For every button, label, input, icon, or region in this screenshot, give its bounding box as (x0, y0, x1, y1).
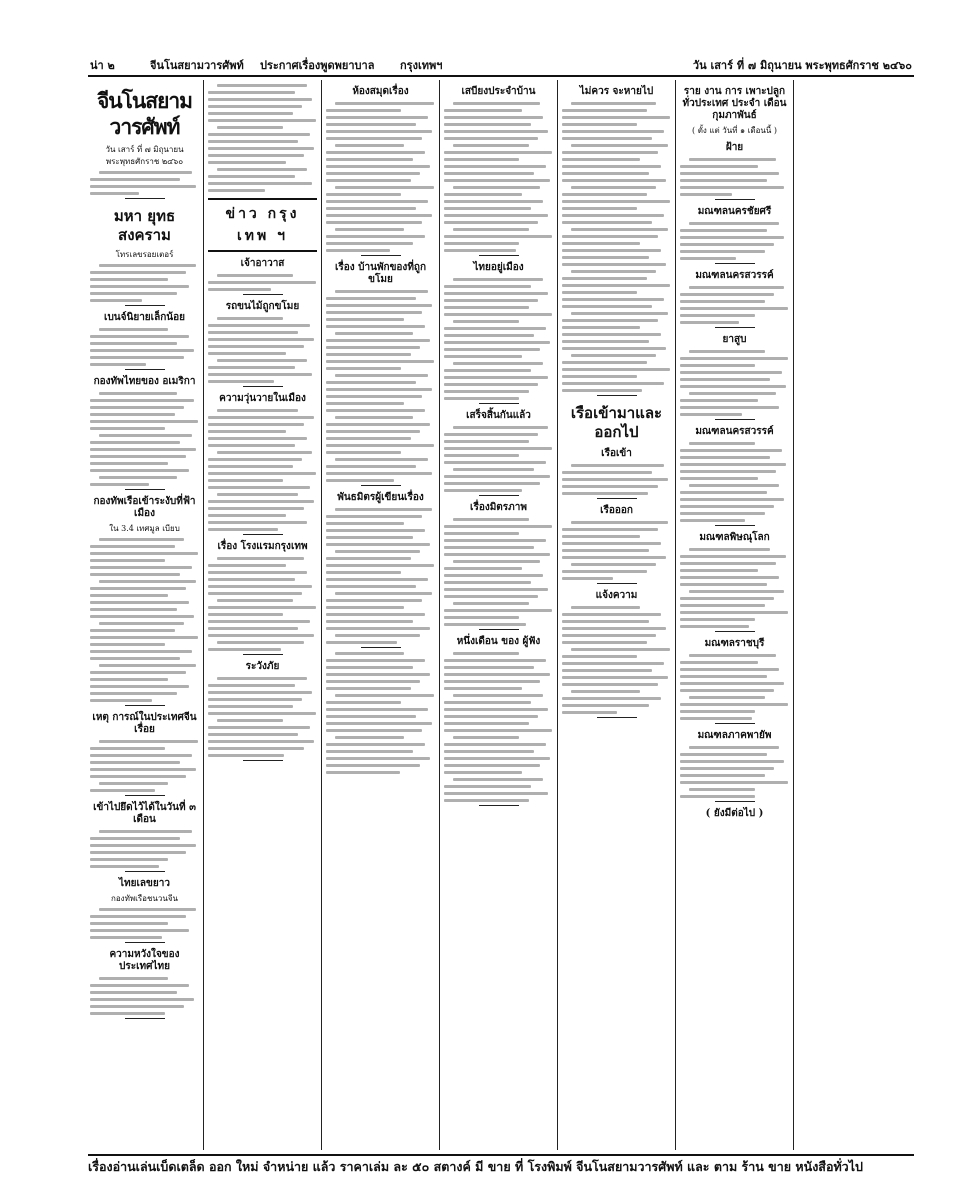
article-heading: มณฑลนครสวรรค์ (695, 270, 774, 281)
section-divider (243, 534, 283, 535)
article-body (208, 677, 317, 757)
paper-name: จีนโนสยามวารศัพท์ (150, 59, 244, 72)
article-body (680, 746, 789, 798)
article-heading: มณฑลนครชัยศรี (697, 206, 772, 217)
article-body (562, 464, 671, 495)
article-heading: ห้องสมุดเรื่อง (352, 86, 409, 97)
section-divider (125, 198, 165, 199)
article-body (680, 158, 789, 196)
article-body (208, 84, 317, 192)
article-heading: เจ้าอาวาส (240, 258, 285, 269)
article-body (90, 740, 199, 792)
article-heading: ยาสูบ (722, 334, 747, 345)
column-5 (558, 80, 676, 1150)
article-body (444, 278, 553, 400)
article-heading: ข่าว กรุง เทพ ฯ (208, 198, 317, 252)
article-body (208, 557, 317, 651)
issue-date: วัน เสาร์ ที่ ๗ มิถุนายน พระพุทธศักราช ๒๔๖๐ (692, 59, 912, 72)
article-heading: ไม่ควร จะหายไป (579, 86, 654, 97)
section-divider (479, 255, 519, 256)
section-divider (715, 327, 755, 328)
article-heading: เรื่องมิตรภาพ (470, 502, 527, 513)
article-heading: กองทัพเรือเข้าระงับที่ฟ้า เมือง (93, 496, 196, 519)
article-subheading: โทรเลขรอยเตอร์ (115, 250, 174, 259)
column-7 (794, 80, 912, 1150)
section-divider (125, 489, 165, 490)
section-divider (125, 369, 165, 370)
column-2 (204, 80, 322, 1150)
article-heading: เรือเข้า (601, 448, 632, 459)
section-divider (125, 705, 165, 706)
article-body (444, 518, 553, 626)
masthead-rule (88, 75, 914, 77)
section-divider (361, 647, 401, 648)
article-body (90, 977, 199, 1015)
article-body (326, 652, 435, 774)
article-heading: เสบียงประจำบ้าน (461, 86, 536, 97)
article-body (90, 392, 199, 486)
column-3 (322, 80, 440, 1150)
section-divider (597, 583, 637, 584)
article-subheading: ใน 3.4 เทศมูล เบียบ (109, 524, 180, 533)
place-name: กรุงเทพฯ (400, 59, 443, 72)
column-6 (676, 80, 794, 1150)
article-heading: ระวังภัย (245, 661, 280, 672)
article-body (444, 652, 553, 802)
article-body (680, 286, 789, 324)
article-heading: ความหวังใจของประเทศไทย (109, 949, 180, 972)
article-heading: เรื่อง โรงแรมกรุงเทพ (217, 541, 308, 552)
section-divider (597, 717, 637, 718)
article-body (326, 290, 435, 482)
article-heading: เรื่อง บ้านพักของที่ถูกขโมย (334, 262, 427, 285)
section-divider (125, 305, 165, 306)
article-body (680, 350, 789, 416)
article-heading: มณฑลนครสวรรค์ (695, 426, 774, 437)
article-heading: เหตุ การณ์ในประเทศจีน เรื่อย (92, 712, 197, 735)
article-heading: มณฑลภาคพายัพ (697, 730, 772, 741)
section-divider (125, 942, 165, 943)
article-body (90, 538, 199, 702)
section-divider (243, 760, 283, 761)
article-heading: หนึ่งเดือน ของ ผู้ฟัง (456, 636, 541, 647)
article-body (326, 102, 435, 252)
article-subheading: กองทัพเรือชนวนจีน (111, 894, 178, 903)
article-heading: จีนโนสยามวารศัพท์ (96, 88, 193, 139)
article-body (680, 548, 789, 628)
article-body (208, 409, 317, 531)
article-body (208, 317, 317, 383)
article-subheading: ( ตั้ง แต่ วันที่ ๑ เดือนนี้ ) (692, 126, 777, 135)
section-divider (597, 395, 637, 396)
article-heading: มณฑลราชบุรี (704, 638, 765, 649)
article-body (90, 328, 199, 366)
article-heading: เรือเข้ามาและออกไป (570, 404, 663, 441)
article-body (680, 654, 789, 720)
article-body (90, 830, 199, 868)
footer-advertisement: เรื่องอ่านเล่นเบ็ดเตล็ด ออก ใหม่ จำหน่าย แล้ว ราคาเล่ม ละ ๕๐ สตางค์ มี ขาย ที่ โรงพิมพ์ จีนโนสยามวารศัพท์ และ ตาม ร้าน ขาย หนังสือทั่วไป (88, 1154, 914, 1178)
section-divider (715, 419, 755, 420)
column-4 (440, 80, 558, 1150)
article-body (90, 908, 199, 939)
section-divider (715, 199, 755, 200)
article-body (562, 521, 671, 580)
article-heading: ไทยเลขยาว (119, 878, 170, 889)
article-heading: ไทยอยู่เมือง (473, 262, 524, 273)
section-divider (125, 1018, 165, 1019)
article-heading: แจ้งความ (595, 590, 638, 601)
section-divider (243, 386, 283, 387)
article-body (444, 426, 553, 492)
column-1 (86, 80, 204, 1150)
article-heading: กองทัพไทยของ อเมริกา (93, 376, 196, 387)
section-divider (479, 495, 519, 496)
article-body (90, 171, 199, 195)
section-divider (479, 805, 519, 806)
article-body (90, 264, 199, 302)
section-divider (243, 294, 283, 295)
article-heading: ฝ้าย (725, 142, 744, 153)
article-subheading: พระพุทธศักราช ๒๔๖๐ (105, 157, 184, 166)
section-divider (715, 263, 755, 264)
section-divider (479, 403, 519, 404)
article-heading: มหา ยุทธสงคราม (113, 207, 176, 244)
article-heading: ( ยังมีต่อไป ) (705, 808, 764, 819)
section-divider (125, 795, 165, 796)
column-title: ประกาศเรื่องพูดพยาบาล (260, 59, 375, 72)
article-heading: ความวุ่นวายในเมือง (219, 393, 306, 404)
section-divider (125, 871, 165, 872)
section-divider (715, 801, 755, 802)
section-divider (361, 255, 401, 256)
article-heading: พันธมิตรผู้เขียนเรื่อง (337, 492, 424, 503)
article-subheading: วัน เสาร์ ที่ ๗ มิถุนายน (105, 145, 184, 154)
section-divider (715, 525, 755, 526)
article-columns (86, 80, 916, 1150)
article-heading: เรือออก (600, 505, 633, 516)
section-divider (361, 485, 401, 486)
article-body (208, 274, 317, 291)
section-divider (243, 654, 283, 655)
article-heading: เข้าไปยึดไว้ได้ในวันที่ ๓ เดือน (93, 802, 196, 825)
masthead (90, 56, 912, 74)
article-body (444, 102, 553, 252)
article-body (680, 222, 789, 260)
article-body (680, 442, 789, 522)
article-body (562, 606, 671, 714)
section-divider (479, 629, 519, 630)
section-divider (715, 631, 755, 632)
article-heading: มณฑลพิษณุโลก (699, 532, 770, 543)
article-heading: เสร็จสิ้นกันแล้ว (466, 410, 531, 421)
article-heading: รถขนไม้ถูกขโมย (225, 301, 300, 312)
page-number: น่า ๒ (90, 59, 115, 72)
section-divider (715, 723, 755, 724)
section-divider (597, 498, 637, 499)
article-body (562, 102, 671, 392)
article-body (326, 508, 435, 644)
article-heading: ราย งาน การ เพาะปลูก ทั่วประเทศ ประจำ เดือน กุมภาพันธ์ (682, 86, 787, 121)
article-heading: เบนจ์นิยายเล็กน้อย (104, 312, 185, 323)
